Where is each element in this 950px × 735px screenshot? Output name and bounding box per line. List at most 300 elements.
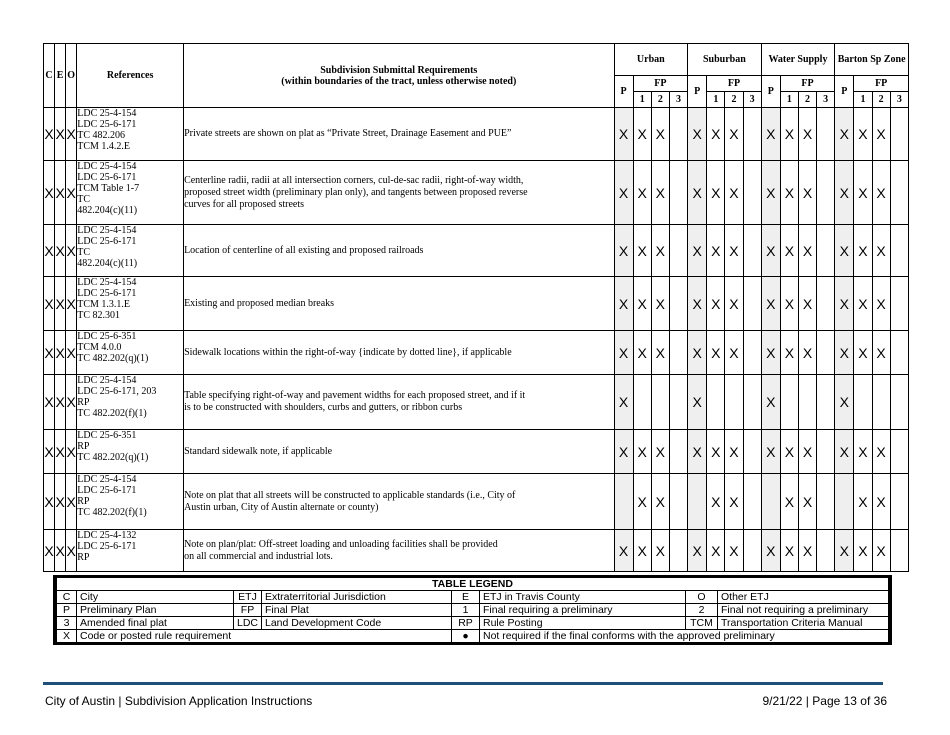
- requirement-mark: [817, 277, 835, 331]
- legend-key: 3: [57, 617, 77, 630]
- requirement-mark: X: [707, 430, 725, 474]
- requirement-mark: [890, 277, 908, 331]
- requirement-mark: X: [707, 474, 725, 530]
- jurisdiction-o-mark: X: [66, 161, 77, 225]
- requirement-mark: X: [854, 474, 872, 530]
- col-header-fp: FP: [854, 76, 909, 92]
- jurisdiction-c-mark: X: [44, 474, 55, 530]
- requirement-mark: X: [614, 430, 633, 474]
- requirement-mark: [669, 474, 687, 530]
- references-cell: [77, 530, 184, 572]
- footer-rule: [43, 682, 883, 685]
- requirement-description: [184, 108, 614, 161]
- legend-value: Final not requiring a preliminary: [718, 604, 889, 617]
- jurisdiction-o-mark: X: [66, 108, 77, 161]
- requirement-mark: X: [798, 530, 816, 572]
- requirement-mark: X: [798, 277, 816, 331]
- reference-line: TCM 4.0.0: [77, 342, 122, 353]
- requirement-mark: X: [854, 530, 872, 572]
- reference-line: TCM 1.3.1.E: [77, 299, 131, 310]
- requirement-mark: X: [761, 277, 780, 331]
- reference-line: RP: [77, 496, 90, 507]
- requirement-mark: X: [688, 277, 707, 331]
- requirement-mark: X: [633, 430, 651, 474]
- requirement-mark: X: [633, 530, 651, 572]
- reference-line: 482.204(c)(11): [77, 205, 138, 216]
- references-cell: [77, 108, 184, 161]
- reference-line: LDC 25-4-154: [77, 225, 137, 236]
- references-cell: [77, 277, 184, 331]
- reference-line: LDC 25-6-171: [77, 119, 137, 130]
- requirement-mark: X: [614, 530, 633, 572]
- references-cell: [77, 430, 184, 474]
- requirement-mark: [761, 474, 780, 530]
- requirement-mark: [854, 375, 872, 430]
- jurisdiction-c-mark: X: [44, 108, 55, 161]
- requirement-mark: [669, 277, 687, 331]
- col-header-fp-1: 1: [707, 92, 725, 108]
- requirement-mark: [725, 375, 743, 430]
- requirement-mark: [669, 331, 687, 375]
- reference-line: TC 482.206: [77, 130, 126, 141]
- requirement-mark: X: [614, 375, 633, 430]
- requirement-text-line: curves for all proposed streets: [184, 198, 305, 210]
- col-header-fp: FP: [707, 76, 761, 92]
- reference-line: TC 82.301: [77, 310, 121, 321]
- requirement-mark: X: [872, 474, 890, 530]
- requirement-mark: X: [633, 225, 651, 277]
- reference-line: TC 482.202(q)(1): [77, 452, 149, 463]
- requirement-mark: X: [725, 225, 743, 277]
- col-header-fp: FP: [633, 76, 687, 92]
- requirement-mark: X: [780, 530, 798, 572]
- requirement-mark: X: [614, 161, 633, 225]
- requirement-mark: X: [872, 161, 890, 225]
- requirement-mark: [835, 474, 854, 530]
- requirement-mark: [743, 530, 761, 572]
- requirement-mark: [817, 530, 835, 572]
- requirement-mark: X: [798, 225, 816, 277]
- requirement-mark: X: [872, 331, 890, 375]
- col-header-p: P: [614, 76, 633, 108]
- legend-table: [56, 578, 889, 643]
- requirement-mark: [707, 375, 725, 430]
- requirement-mark: X: [872, 225, 890, 277]
- requirement-mark: X: [761, 108, 780, 161]
- requirement-description: [184, 277, 614, 331]
- requirement-mark: [890, 161, 908, 225]
- reference-line: TC: [77, 194, 91, 205]
- legend-value: Amended final plat: [77, 617, 234, 630]
- legend-key: ETJ: [234, 591, 262, 604]
- footer-page-info: 9/21/22 | Page 13 of 36: [762, 694, 887, 708]
- table-row: [44, 161, 909, 225]
- requirement-mark: X: [780, 161, 798, 225]
- requirement-mark: X: [725, 161, 743, 225]
- requirement-mark: X: [707, 530, 725, 572]
- requirement-mark: X: [854, 277, 872, 331]
- reference-line: LDC 25-6-351: [77, 331, 137, 342]
- col-header-requirements: [184, 44, 614, 108]
- requirement-mark: [743, 474, 761, 530]
- requirement-mark: [890, 530, 908, 572]
- requirement-mark: X: [725, 331, 743, 375]
- requirement-mark: X: [854, 225, 872, 277]
- jurisdiction-c-mark: X: [44, 277, 55, 331]
- requirement-text-line: Location of centerline of all existing and proposed railroads: [184, 244, 424, 256]
- requirement-mark: X: [780, 331, 798, 375]
- jurisdiction-o-mark: X: [66, 474, 77, 530]
- reference-line: RP: [77, 441, 90, 452]
- legend-key: LDC: [234, 617, 262, 630]
- col-header-c: C: [44, 44, 55, 108]
- legend-value: City: [77, 591, 234, 604]
- table-row: [44, 277, 909, 331]
- jurisdiction-o-mark: X: [66, 375, 77, 430]
- requirement-mark: X: [725, 530, 743, 572]
- legend-value: Extraterritorial Jurisdiction: [262, 591, 452, 604]
- legend-value: Final requiring a preliminary: [480, 604, 686, 617]
- requirement-description: [184, 225, 614, 277]
- reference-line: LDC 25-6-171: [77, 485, 137, 496]
- legend-row: [57, 591, 889, 604]
- col-header-fp-2: 2: [872, 92, 890, 108]
- requirement-description: [184, 474, 614, 530]
- reference-line: LDC 25-4-154: [77, 474, 137, 485]
- requirement-mark: [817, 161, 835, 225]
- legend-bullet-icon: ●: [452, 630, 480, 643]
- requirement-description: [184, 331, 614, 375]
- requirement-mark: X: [688, 331, 707, 375]
- requirement-mark: X: [798, 430, 816, 474]
- requirement-mark: X: [651, 331, 669, 375]
- requirement-mark: X: [688, 375, 707, 430]
- requirement-mark: [743, 375, 761, 430]
- col-header-fp-1: 1: [780, 92, 798, 108]
- jurisdiction-c-mark: X: [44, 375, 55, 430]
- jurisdiction-c-mark: X: [44, 331, 55, 375]
- requirement-mark: [743, 331, 761, 375]
- requirements-table: [43, 43, 909, 572]
- requirement-mark: X: [651, 108, 669, 161]
- requirement-mark: X: [780, 225, 798, 277]
- legend-key: 1: [452, 604, 480, 617]
- references-cell: [77, 161, 184, 225]
- requirement-mark: X: [761, 375, 780, 430]
- legend-key: C: [57, 591, 77, 604]
- requirement-text-line: Note on plat that all streets will be constructed to applicable standards (i.e., City of: [184, 489, 516, 501]
- jurisdiction-e-mark: X: [55, 474, 66, 530]
- group-header-barton: Barton Sp Zone: [835, 44, 909, 76]
- legend-title: TABLE LEGEND: [57, 578, 889, 591]
- requirement-text-line: Table specifying right-of-way and pavement widths for each proposed street, and if it: [184, 390, 526, 401]
- reference-line: RP: [77, 552, 90, 563]
- legend-row: [57, 630, 889, 643]
- legend-value: Transportation Criteria Manual: [718, 617, 889, 630]
- requirement-mark: [817, 430, 835, 474]
- jurisdiction-o-mark: X: [66, 331, 77, 375]
- reference-line: TC: [77, 247, 91, 258]
- requirement-text-line: Standard sidewalk note, if applicable: [184, 445, 333, 457]
- requirement-mark: X: [835, 277, 854, 331]
- legend-key: FP: [234, 604, 262, 617]
- requirement-mark: X: [688, 108, 707, 161]
- requirement-mark: X: [798, 474, 816, 530]
- requirement-mark: X: [835, 331, 854, 375]
- requirement-mark: X: [761, 430, 780, 474]
- requirement-description: [184, 161, 614, 225]
- requirement-mark: X: [835, 161, 854, 225]
- requirement-mark: [817, 331, 835, 375]
- legend-value: Preliminary Plan: [77, 604, 234, 617]
- requirement-mark: X: [707, 331, 725, 375]
- reference-line: LDC 25-4-154: [77, 108, 137, 119]
- requirement-mark: X: [854, 108, 872, 161]
- jurisdiction-o-mark: X: [66, 225, 77, 277]
- requirement-mark: X: [835, 530, 854, 572]
- requirement-mark: X: [688, 530, 707, 572]
- requirement-mark: X: [688, 430, 707, 474]
- requirement-mark: X: [633, 331, 651, 375]
- col-header-e: E: [55, 44, 66, 108]
- requirement-text-line: Austin urban, City of Austin alternate or county): [184, 501, 379, 513]
- requirement-mark: [890, 375, 908, 430]
- requirement-text-line: Private streets are shown on plat as “Private Street, Drainage Easement and PUE”: [184, 128, 512, 139]
- requirement-mark: X: [651, 430, 669, 474]
- requirement-text-line: Sidewalk locations within the right-of-way {indicate by dotted line}, if applicable: [184, 346, 512, 358]
- requirement-mark: [817, 474, 835, 530]
- requirement-mark: [669, 161, 687, 225]
- requirement-mark: [743, 161, 761, 225]
- requirement-mark: [669, 108, 687, 161]
- jurisdiction-e-mark: X: [55, 161, 66, 225]
- requirement-mark: [817, 225, 835, 277]
- reference-line: LDC 25-6-351: [77, 430, 137, 441]
- legend-key: RP: [452, 617, 480, 630]
- reference-line: TCM Table 1-7: [77, 183, 140, 194]
- jurisdiction-c-mark: X: [44, 161, 55, 225]
- requirement-mark: [669, 375, 687, 430]
- col-header-fp-3: 3: [669, 92, 687, 108]
- requirement-mark: X: [614, 277, 633, 331]
- jurisdiction-e-mark: X: [55, 331, 66, 375]
- requirement-mark: X: [835, 108, 854, 161]
- table-legend: [53, 575, 892, 645]
- table-row: [44, 375, 909, 430]
- requirement-mark: X: [651, 225, 669, 277]
- requirement-mark: X: [725, 474, 743, 530]
- requirement-mark: [743, 108, 761, 161]
- requirement-mark: X: [854, 331, 872, 375]
- requirement-mark: X: [872, 530, 890, 572]
- table-row: [44, 225, 909, 277]
- requirement-mark: [669, 225, 687, 277]
- requirement-mark: X: [835, 375, 854, 430]
- requirement-mark: X: [633, 161, 651, 225]
- requirement-text-line: proposed street width (preliminary plan only), and tangents between proposed reverse: [184, 186, 528, 198]
- requirement-mark: X: [835, 225, 854, 277]
- requirement-mark: X: [798, 331, 816, 375]
- requirement-mark: X: [707, 277, 725, 331]
- legend-key: P: [57, 604, 77, 617]
- requirement-mark: X: [651, 161, 669, 225]
- col-header-p: P: [835, 76, 854, 108]
- requirement-mark: [743, 430, 761, 474]
- reference-line: TC 482.202(f)(1): [77, 507, 147, 518]
- requirement-mark: X: [707, 225, 725, 277]
- jurisdiction-c-mark: X: [44, 530, 55, 572]
- requirement-mark: X: [798, 108, 816, 161]
- requirement-text-line: Centerline radii, radii at all intersection corners, cul-de-sac radii, right-of-way width,: [184, 174, 524, 186]
- legend-row: [57, 604, 889, 617]
- requirement-mark: X: [633, 108, 651, 161]
- requirement-mark: [890, 108, 908, 161]
- requirement-text-line: is to be constructed with shoulders, curbs and gutters, or ribbon curbs: [184, 402, 463, 413]
- requirement-text-line: Note on plan/plat: Off-street loading and unloading facilities shall be provided: [184, 538, 498, 550]
- reference-line: TC 482.202(q)(1): [77, 353, 149, 364]
- col-header-fp-1: 1: [633, 92, 651, 108]
- col-header-fp-1: 1: [854, 92, 872, 108]
- requirement-mark: X: [854, 161, 872, 225]
- requirement-mark: [688, 474, 707, 530]
- requirement-mark: X: [614, 108, 633, 161]
- reference-line: LDC 25-6-171: [77, 288, 137, 299]
- requirement-mark: X: [872, 430, 890, 474]
- requirement-mark: X: [651, 530, 669, 572]
- reference-line: LDC 25-4-154: [77, 277, 137, 288]
- requirement-mark: X: [854, 430, 872, 474]
- reference-line: LDC 25-4-154: [77, 375, 137, 386]
- jurisdiction-o-mark: X: [66, 530, 77, 572]
- requirement-mark: [633, 375, 651, 430]
- requirement-mark: X: [614, 225, 633, 277]
- references-cell: [77, 331, 184, 375]
- requirement-mark: X: [798, 161, 816, 225]
- requirement-mark: X: [761, 225, 780, 277]
- requirement-text-line: Existing and proposed median breaks: [184, 297, 335, 309]
- reference-line: 482.204(c)(11): [77, 258, 138, 269]
- requirement-mark: X: [707, 108, 725, 161]
- requirement-mark: X: [688, 161, 707, 225]
- requirement-description: [184, 530, 614, 572]
- col-header-o: O: [66, 44, 77, 108]
- group-header-suburban: Suburban: [688, 44, 762, 76]
- requirement-mark: X: [835, 430, 854, 474]
- reference-line: TC 482.202(f)(1): [77, 408, 147, 419]
- requirement-mark: [798, 375, 816, 430]
- footer-title: City of Austin | Subdivision Application Instructions: [45, 694, 313, 708]
- group-header-water-supply: Water Supply: [761, 44, 835, 76]
- jurisdiction-o-mark: X: [66, 430, 77, 474]
- requirement-mark: X: [780, 277, 798, 331]
- reference-line: LDC 25-6-171: [77, 172, 137, 183]
- references-cell: [77, 474, 184, 530]
- requirement-mark: [817, 375, 835, 430]
- table-row: [44, 331, 909, 375]
- requirement-mark: X: [725, 430, 743, 474]
- col-header-fp-3: 3: [743, 92, 761, 108]
- legend-row: [57, 617, 889, 630]
- jurisdiction-c-mark: X: [44, 430, 55, 474]
- requirement-mark: X: [688, 225, 707, 277]
- requirement-mark: [890, 225, 908, 277]
- references-cell: [77, 375, 184, 430]
- requirement-mark: [743, 225, 761, 277]
- requirements-body: [44, 108, 909, 572]
- legend-value: Other ETJ: [718, 591, 889, 604]
- requirement-mark: [669, 530, 687, 572]
- requirement-mark: X: [872, 277, 890, 331]
- group-header-urban: Urban: [614, 44, 688, 76]
- jurisdiction-e-mark: X: [55, 530, 66, 572]
- requirement-mark: X: [725, 277, 743, 331]
- col-header-p: P: [688, 76, 707, 108]
- table-row: [44, 430, 909, 474]
- col-header-fp-2: 2: [725, 92, 743, 108]
- col-header-fp-2: 2: [651, 92, 669, 108]
- requirement-mark: X: [761, 161, 780, 225]
- legend-key: TCM: [686, 617, 718, 630]
- legend-value: Code or posted rule requirement: [77, 630, 452, 643]
- col-header-fp-2: 2: [798, 92, 816, 108]
- requirement-mark: [743, 277, 761, 331]
- requirement-mark: [614, 474, 633, 530]
- requirement-mark: X: [707, 161, 725, 225]
- requirement-mark: [890, 474, 908, 530]
- reference-line: TCM 1.4.2.E: [77, 141, 131, 152]
- table-row: [44, 108, 909, 161]
- table-row: [44, 474, 909, 530]
- reference-line: LDC 25-6-171, 203: [77, 386, 157, 397]
- jurisdiction-o-mark: X: [66, 277, 77, 331]
- requirements-subtitle: (within boundaries of the tract, unless otherwise noted): [281, 75, 517, 87]
- reference-line: LDC 25-4-154: [77, 161, 137, 172]
- reference-line: LDC 25-6-171: [77, 541, 137, 552]
- legend-key: X: [57, 630, 77, 643]
- jurisdiction-e-mark: X: [55, 225, 66, 277]
- requirement-mark: [890, 430, 908, 474]
- col-header-fp-3: 3: [817, 92, 835, 108]
- reference-line: LDC 25-4-132: [77, 530, 137, 541]
- jurisdiction-e-mark: X: [55, 375, 66, 430]
- jurisdiction-c-mark: X: [44, 225, 55, 277]
- requirement-mark: X: [651, 277, 669, 331]
- requirement-mark: X: [780, 430, 798, 474]
- legend-value: Rule Posting: [480, 617, 686, 630]
- requirement-mark: [817, 108, 835, 161]
- requirement-mark: [890, 331, 908, 375]
- requirement-mark: X: [614, 331, 633, 375]
- col-header-references: References: [77, 44, 184, 108]
- reference-line: LDC 25-6-171: [77, 236, 137, 247]
- table-row: [44, 530, 909, 572]
- legend-value: Land Development Code: [262, 617, 452, 630]
- requirement-mark: X: [780, 108, 798, 161]
- reference-line: RP: [77, 397, 90, 408]
- requirement-mark: X: [780, 474, 798, 530]
- requirement-mark: X: [651, 474, 669, 530]
- requirement-mark: X: [872, 108, 890, 161]
- col-header-fp: FP: [780, 76, 834, 92]
- legend-value: Final Plat: [262, 604, 452, 617]
- legend-key: 2: [686, 604, 718, 617]
- jurisdiction-e-mark: X: [55, 430, 66, 474]
- requirement-mark: X: [633, 474, 651, 530]
- requirement-description: [184, 430, 614, 474]
- requirement-mark: X: [761, 331, 780, 375]
- requirement-text-line: on all commercial and industrial lots.: [184, 550, 333, 562]
- col-header-fp-3: 3: [890, 92, 908, 108]
